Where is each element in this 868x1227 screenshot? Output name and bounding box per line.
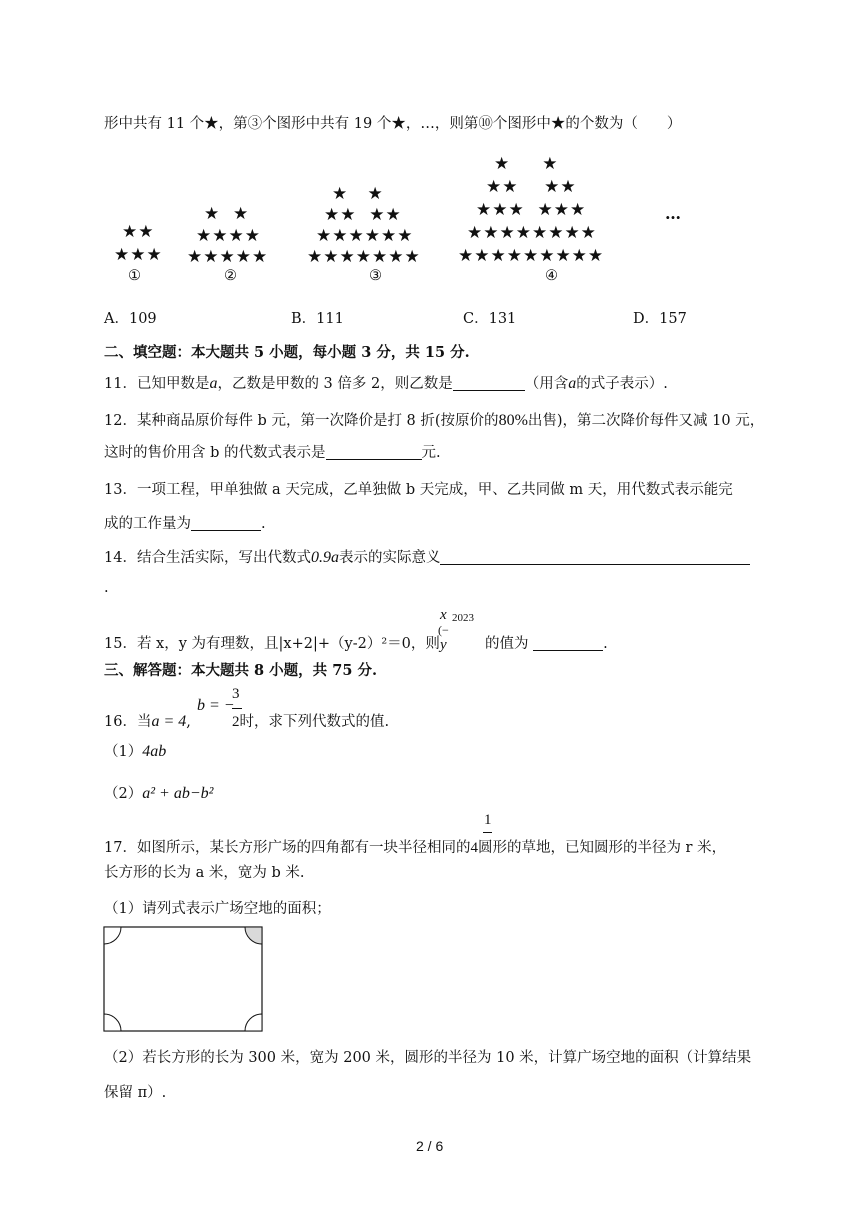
choice-b-letter: B． — [291, 311, 317, 327]
q12-line-1 — [104, 409, 764, 430]
figure-4-label: ④ — [545, 268, 558, 284]
q16-line — [104, 710, 191, 731]
choice-c[interactable] — [463, 307, 516, 328]
q16-p1-label: （1） — [104, 744, 143, 760]
q16-comma: , — [186, 714, 191, 730]
q15-tail — [485, 632, 608, 653]
q15-post: 的值为 — [485, 636, 529, 652]
q11-var2: a — [568, 375, 577, 392]
q16-pre: 16．当 — [104, 714, 152, 730]
q13-line2-pre: 成的工作量为 — [104, 516, 191, 532]
q14-dot: . — [104, 580, 109, 596]
figure-1-row-2: ★★★ — [114, 245, 163, 265]
figure-4-row-1: ★ ★ — [494, 154, 559, 174]
q13-line-1: 13．一项工程，甲单独做 a 天完成，乙单独做 b 天完成，甲、乙共同做 m 天，用代数式表示能完 — [104, 482, 733, 498]
q15-num: x — [440, 607, 447, 623]
q15-den: y — [440, 637, 447, 653]
q11 — [104, 372, 668, 393]
figure-3-label: ③ — [369, 268, 382, 284]
q12-line1-post: 出售)，第二次降价每件又减 10 元， — [527, 413, 765, 429]
section-3-header: 三、解答题：本大题共 8 小题，共 75 分. — [104, 662, 378, 679]
choice-b-value: 111 — [316, 311, 344, 327]
choice-a-letter: A． — [104, 311, 129, 327]
figure-2-row-1: ★ ★ — [204, 204, 250, 224]
q14-post: 表示的实际意义 — [338, 550, 441, 566]
q11-post1: （用含 — [524, 376, 569, 392]
q15-exp: 2023 — [452, 612, 474, 624]
figure-4-row-2: ★★ ★★ — [486, 177, 577, 197]
figure-3-row-1: ★ ★ — [332, 184, 384, 204]
q16-part-1 — [104, 740, 166, 761]
q17-part-2-line-1: （2）若长方形的长为 300 米，宽为 200 米，圆形的半径为 10 米，计算广场空地的面积（计算结果 — [104, 1050, 752, 1066]
q16-a-expr: a = 4 — [151, 713, 187, 730]
q14-answer-blank[interactable] — [440, 549, 750, 565]
q12-line2-post: 元. — [421, 445, 441, 461]
figure-4-row-3: ★★★ ★★★ — [476, 200, 587, 220]
q15-pre: 15．若 x，y 为有理数，且|x+2|+（y-2）²＝0，则 — [104, 636, 440, 652]
choice-c-letter: C． — [463, 311, 489, 327]
q12-line1-pre: 12．某种商品原价每件 b 元，第一次降价是打 8 折(按原价的 — [104, 413, 499, 429]
choice-d-value: 157 — [659, 311, 687, 327]
choice-c-value: 131 — [488, 311, 517, 327]
q11-pre: 11．已知甲数是 — [104, 376, 210, 392]
q17-frac-num: 1 — [484, 812, 492, 828]
q17-line-1 — [104, 836, 726, 857]
choice-b[interactable] — [291, 307, 344, 328]
q16-post: 时，求下列代数式的值. — [239, 714, 390, 730]
q17-line-2: 长方形的长为 a 米，宽为 b 米. — [104, 865, 305, 881]
q14-expr: 0.9a — [310, 549, 339, 566]
q17-frac-den: 4 — [470, 840, 478, 856]
choice-a-value: 109 — [128, 311, 157, 327]
q16-p2-label: （2） — [104, 786, 143, 802]
q15-fraction — [438, 608, 449, 653]
q15-answer-blank[interactable] — [533, 635, 603, 651]
q11-post2: 的式子表示）. — [576, 376, 668, 392]
page-number: 2 / 6 — [416, 1138, 444, 1154]
q16-frac-bar — [232, 708, 242, 709]
q16-b-den: 2 — [232, 714, 240, 730]
figure-3-row-4: ★★★★★★★ — [307, 247, 421, 267]
q12-pct: 80% — [498, 412, 528, 429]
choice-d-letter: D． — [633, 311, 660, 327]
figure-2-label: ② — [224, 268, 237, 284]
figure-1-row-1: ★★ — [122, 222, 155, 242]
choice-a[interactable] — [104, 307, 157, 328]
plaza-rectangle — [104, 927, 262, 1031]
q11-mid: ，乙数是甲数的 3 倍多 2，则乙数是 — [217, 376, 453, 392]
q17-line1-post: 圆形的草地，已知圆形的半径为 r 米， — [477, 840, 727, 856]
q12-line-2 — [104, 441, 441, 462]
q17-line1-pre: 17．如图所示，某长方形广场的四角都有一块半径相同的 — [104, 840, 471, 856]
q15 — [104, 632, 440, 653]
q17-part-1: （1）请列式表示广场空地的面积； — [104, 901, 331, 917]
q12-answer-blank[interactable] — [326, 444, 422, 460]
q16-p1-expr: 4ab — [142, 743, 167, 760]
figure-1-label: ① — [128, 268, 141, 284]
q13-line-2 — [104, 512, 266, 533]
section-2-header: 二、填空题：本大题共 5 小题，每小题 3 分，共 15 分. — [104, 344, 470, 361]
q12-line2-pre: 这时的售价用含 b 的代数式表示是 — [104, 445, 326, 461]
q15-neg: (− — [438, 623, 449, 637]
q15-dot: . — [603, 636, 608, 652]
figure-2-row-3: ★★★★★ — [187, 247, 269, 267]
figure-4-row-5: ★★★★★★★★★ — [458, 246, 605, 266]
figure-ellipsis: … — [665, 204, 681, 223]
q13-answer-blank[interactable] — [191, 515, 261, 531]
q17-part-2-line-2: 保留 π）. — [104, 1085, 167, 1101]
q13-line2-post: . — [261, 516, 266, 532]
q16-b-num: 3 — [232, 686, 240, 702]
choice-d[interactable] — [633, 307, 687, 328]
q16-p2-expr: a² + ab−b² — [142, 785, 214, 802]
figure-3-row-3: ★★★★★★ — [316, 226, 414, 246]
figure-2-row-2: ★★★★ — [196, 226, 261, 246]
q16-part-2 — [104, 782, 213, 803]
figure-3-row-2: ★★ ★★ — [324, 205, 402, 225]
figure-4-row-4: ★★★★★★★★ — [467, 223, 597, 243]
q17-frac-bar — [483, 832, 492, 833]
q14-line-1 — [104, 546, 750, 567]
q16-b-expr: b = − — [197, 697, 235, 714]
q10-text: 形中共有 11 个★，第③个图形中共有 19 个★，…，则第⑩个图形中★的个数为（ ） — [104, 116, 682, 132]
q14-pre: 14．结合生活实际，写出代数式 — [104, 550, 311, 566]
q11-answer-blank[interactable] — [453, 375, 525, 391]
q16-b-tail — [232, 710, 389, 731]
plaza-diagram — [103, 926, 263, 1032]
q11-var: a — [209, 375, 218, 392]
